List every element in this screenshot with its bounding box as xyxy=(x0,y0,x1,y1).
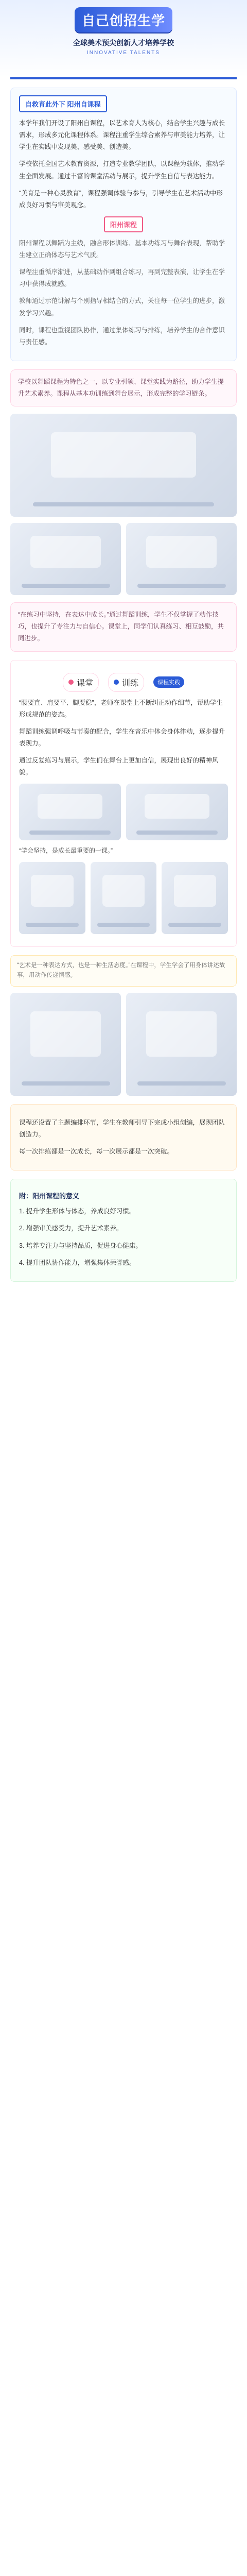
dot-icon xyxy=(68,680,74,685)
pill-tag xyxy=(108,673,144,692)
conclusion-title: 附：阳州课程的意义 xyxy=(19,1192,80,1200)
practice-paragraph: 舞蹈训练强调呼吸与节奏的配合，学生在音乐中体会身体律动，逐步提升表现力。 xyxy=(19,727,225,747)
practice-photo xyxy=(19,862,85,934)
conclusion-section xyxy=(10,1179,237,1282)
course-box-paragraph: 阳州课程以舞蹈为主线，融合形体训练、基本功练习与舞台表现，帮助学生建立正确体态与艺术气质。 xyxy=(19,239,225,259)
quote-text: “在练习中坚持，在表达中成长。”通过舞蹈训练，学生不仅掌握了动作技巧，也提升了专注力与自信心。课堂上，同学们认真练习、相互鼓励，共同进步。 xyxy=(18,611,224,642)
pill-label: 课堂 xyxy=(76,679,93,688)
dance-photo xyxy=(10,414,237,517)
quote-note xyxy=(10,955,237,987)
practice-title-badge: 课程实践 xyxy=(153,676,184,688)
intro-section xyxy=(10,88,237,361)
intro-paragraph: 学校依托全国艺术教育资源，打造专业教学团队，以课程为载体，推动学生全面发展。通过丰富的课堂活动与展示，提升学生自信与表达能力。 xyxy=(19,160,225,180)
story-paragraph: 课程还设置了主题编排环节，学生在教师引导下完成小组创编，展现团队创造力。 xyxy=(19,1118,225,1139)
practice-photo xyxy=(91,862,157,934)
pill-tag xyxy=(63,673,99,692)
quote-note-text: “艺术是一种表达方式，也是一种生活态度。”在课程中，学生学会了用身体讲述故事，用动作传递情感。 xyxy=(17,962,225,979)
practice-pills xyxy=(19,673,228,692)
school-logo: 自己创招生学 xyxy=(75,7,172,32)
dance-photo xyxy=(126,993,237,1096)
dance-photo xyxy=(10,993,121,1096)
school-tagline: INNOVATIVE TALENTS xyxy=(87,50,160,56)
dance-photo xyxy=(126,523,237,595)
practice-photo xyxy=(19,784,121,840)
story-section xyxy=(10,1104,237,1171)
school-name: 全球美术预尖创新人才培养学校 xyxy=(73,39,174,47)
conclusion-item: 3. 培养专注力与坚持品质，促进身心健康。 xyxy=(19,1242,142,1249)
practice-paragraph: 通过反复练习与展示，学生们在舞台上更加自信，展现出良好的精神风貌。 xyxy=(19,757,219,776)
pill-label: 训练 xyxy=(122,679,139,688)
practice-section xyxy=(10,660,237,947)
dance-photo xyxy=(10,523,121,595)
header-divider xyxy=(10,77,237,79)
story-paragraph: 每一次排练都是一次成长，每一次展示都是一次突破。 xyxy=(19,1148,174,1156)
practice-photo xyxy=(162,862,228,934)
pink-note-text: 学校以舞蹈课程为特色之一，以专业引领、课堂实践为路径，助力学生提升艺术素养。课程从基本功训练到舞台展示，形成完整的学习链条。 xyxy=(18,378,224,397)
conclusion-item: 4. 提升团队协作能力，增强集体荣誉感。 xyxy=(19,1259,136,1266)
quote-block xyxy=(10,602,237,651)
conclusion-item: 2. 增强审美感受力，提升艺术素养。 xyxy=(19,1225,123,1232)
intro-tag: 自救育此外下 阳州自课程 xyxy=(19,95,107,112)
pink-note xyxy=(10,369,237,406)
page-header xyxy=(0,0,247,77)
photo-row xyxy=(10,993,237,1096)
intro-paragraph: 本学年我们开设了阳州自课程，以艺术育人为核心，结合学生兴趣与成长需求，形成多元化课程体系。课程注重学生综合素养与审美能力培养，让学生在实践中发现美、感受美、创造美。 xyxy=(19,120,225,151)
course-box-paragraph: 同时，课程也重视团队协作，通过集体练习与排练，培养学生的合作意识与责任感。 xyxy=(19,326,225,346)
intro-paragraph: “美育是一种心灵教育”，课程强调体验与参与，引导学生在艺术活动中形成良好习惯与审美观念。 xyxy=(19,189,223,209)
photo-row xyxy=(10,414,237,517)
practice-photos xyxy=(19,784,228,840)
practice-photo xyxy=(126,784,228,840)
practice-caption: “学会坚持，是成长最重要的一课。” xyxy=(19,847,113,855)
course-box-paragraph: 课程注重循序渐进，从基础动作到组合练习，再到完整表演，让学生在学习中获得成就感。 xyxy=(19,268,225,288)
course-box-paragraph: 教师通过示范讲解与个别指导相结合的方式，关注每一位学生的进步，激发学习兴趣。 xyxy=(19,297,225,317)
practice-paragraph: “腰要直、肩要平、脚要稳”，老师在课堂上不断纠正动作细节，帮助学生形成规范的姿态。 xyxy=(19,699,223,718)
course-box-title: 阳州课程 xyxy=(104,216,143,232)
practice-photos xyxy=(19,862,228,934)
photo-row xyxy=(10,523,237,595)
conclusion-item: 1. 提升学生形体与体态，养成良好习惯。 xyxy=(19,1208,136,1215)
dot-icon xyxy=(114,680,119,685)
